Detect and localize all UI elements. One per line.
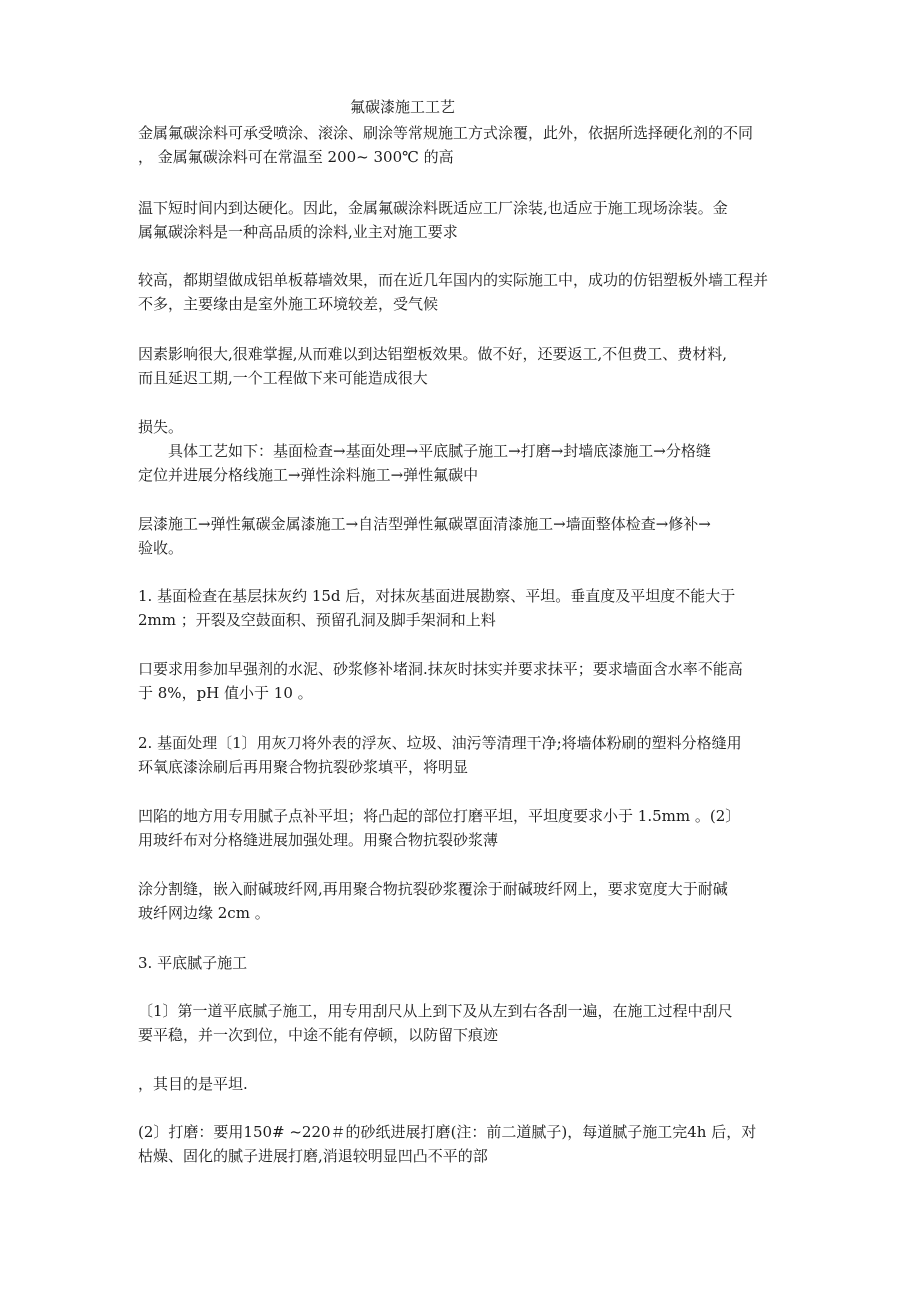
- text-line: 而且延迟工期,一个工程做下来可能造成很大: [138, 369, 428, 387]
- paragraph: [138, 584, 788, 632]
- text-line: 属氟碳涂料是一种高品质的涂料,业主对施工要求: [138, 223, 458, 241]
- text-line: ，其目的是平坦.: [138, 1075, 248, 1093]
- document-title: 氟碳漆施工工艺: [350, 98, 456, 116]
- paragraph: [138, 342, 788, 390]
- paragraph: [138, 999, 788, 1047]
- paragraph: [138, 268, 788, 316]
- text-line: ， 金属氟碳涂料可在常温至 200~ 300℃ 的高: [138, 148, 454, 166]
- text-line: 温下短时间内到达硬化。因此，金属氟碳涂料既适应工厂涂装,也适应于施工现场涂装。金: [138, 199, 728, 217]
- paragraph: [138, 512, 788, 560]
- text-line: 〔1〕第一道平底腻子施工，用专用刮尺从上到下及从左到右各刮一遍，在施工过程中刮尺: [138, 1002, 733, 1020]
- paragraph: [138, 1072, 788, 1096]
- paragraph: [138, 877, 788, 925]
- text-line: 因素影响很大,很难掌握,从而难以到达铝塑板效果。做不好，还要返工,不但费工、费材料,: [138, 345, 728, 363]
- paragraph: [138, 121, 788, 169]
- text-line: 用玻纤布对分格缝进展加强处理。用聚合物抗裂砂浆薄: [138, 831, 499, 849]
- text-line: 1. 基面检查在基层抹灰约 15d 后，对抹灰基面进展勘察、平坦。垂直度及平坦度不能大于: [138, 587, 736, 605]
- text-line: 玻纤网边缘 2cm 。: [138, 904, 270, 922]
- text-line: 2mm ；开裂及空鼓面积、预留孔洞及脚手架洞和上料: [138, 611, 496, 629]
- text-line: 损失。: [138, 418, 184, 436]
- text-line: 涂分割缝，嵌入耐碱玻纤网,再用聚合物抗裂砂浆覆涂于耐碱玻纤网上，要求宽度大于耐碱: [138, 880, 728, 898]
- paragraph: [138, 657, 788, 705]
- paragraph: [138, 1120, 788, 1168]
- text-line: 金属氟碳涂料可承受喷涂、滚涂、刷涂等常规施工方式涂覆，此外，依据所选择硬化剂的不同: [138, 124, 754, 142]
- paragraph: [138, 804, 788, 852]
- paragraph: [138, 415, 788, 487]
- paragraph: [138, 731, 788, 779]
- text-line: 层漆施工→弹性氟碳金属漆施工→自洁型弹性氟碳罩面清漆施工→墙面整体检查→修补→: [138, 515, 711, 533]
- text-line: 验收。: [138, 539, 184, 557]
- text-line: 2. 基面处理〔1〕用灰刀将外表的浮灰、垃圾、油污等清理干净;将墙体粉刷的塑料分格缝用: [138, 734, 742, 752]
- text-line: 定位并进展分格线施工→弹性涂料施工→弹性氟碳中: [138, 466, 479, 484]
- paragraph: [138, 951, 788, 975]
- text-line: 3. 平底腻子施工: [138, 954, 248, 972]
- text-line: 口要求用参加早强剂的水泥、砂浆修补堵洞.抹灰时抹实并要求抹平；要求墙面含水率不能高: [138, 660, 743, 678]
- paragraph: [138, 196, 788, 244]
- text-line: (2〕打磨：要用150# ~220＃的砂纸进展打磨(注：前二道腻子)，每道腻子施工完4h 后，对: [138, 1123, 757, 1141]
- text-line: 具体工艺如下：基面检查→基面处理→平底腻子施工→打磨→封墙底漆施工→分格缝: [168, 442, 711, 460]
- text-line: 要平稳，并一次到位，中途不能有停顿，以防留下痕迹: [138, 1026, 499, 1044]
- text-line: 枯燥、固化的腻子进展打磨,消退较明显凹凸不平的部: [138, 1147, 488, 1165]
- text-line: 凹陷的地方用专用腻子点补平坦；将凸起的部位打磨平坦，平坦度要求小于 1.5mm 。(2〕: [138, 807, 741, 825]
- text-line: 较高，都期望做成铝单板幕墙效果，而在近几年国内的实际施工中，成功的仿铝塑板外墙工程并: [138, 271, 769, 289]
- text-line: 不多，主要缘由是室外施工环境较差，受气候: [138, 295, 439, 313]
- text-line: 于 8%，pH 值小于 10 。: [138, 684, 313, 702]
- text-line: 环氧底漆涂刷后再用聚合物抗裂砂浆填平，将明显: [138, 758, 469, 776]
